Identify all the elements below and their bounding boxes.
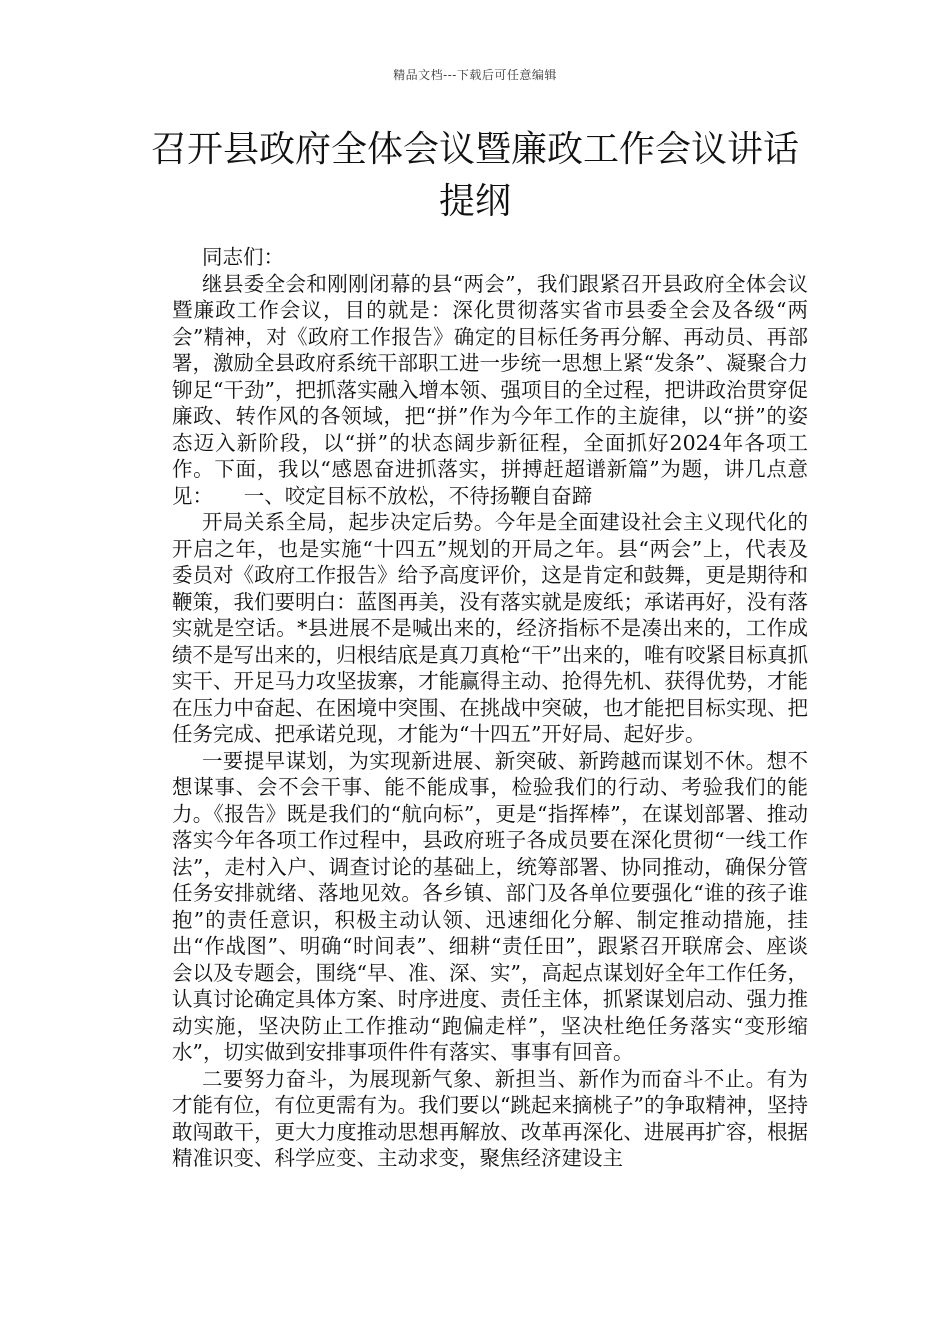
title-line-1: 召开县政府全体会议暨廉政工作会议讲话: [150, 129, 799, 170]
paragraph-2: 开局关系全局，起步决定后势。今年是全面建设社会主义现代化的开启之年，也是实施“十四五”规划的开局之年。县“两会”上，代表及委员对《政府工作报告》给予高度评价，这是肯定和鼓舞，更是期待和鞭策，我们要明白：蓝图再美，没有落实就是废纸；承诺再好，没有落实就是空话。*县进展不是喊出来的，经济指标不是凑出来的，工作成绩不是写出来的，归根结底是真刀真枪“干”出来的，唯有咬紧目标真抓实干、开足马力攻坚拔寨，才能赢得主动、抢得先机、获得优势，才能在压力中奋起、在困境中突围、在挑战中突破，也才能把目标实现、把任务完成、把承诺兑现，才能为“十四五”开好局、起好步。: [172, 510, 808, 746]
document-title: [140, 124, 810, 228]
paragraph-1: 继县委全会和刚刚闭幕的县“两会”，我们跟紧召开县政府全体会议暨廉政工作会议，目的就是：深化贯彻落实省市县委全会及各级“两会”精神，对《政府工作报告》确定的目标任务再分解、再动员、再部署，激励全县政府系统干部职工进一步统一思想上紧“发条”、凝聚合力铆足“干劲”，把抓落实融入增本领、强项目的全过程，把讲政治贯穿促廉政、转作风的各领域，把“拼”作为今年工作的主旋律，以“拼”的姿态迈入新阶段，以“拼”的状态阔步新征程，全面抓好2024年各项工作。下面，我以“感恩奋进抓落实，拼搏赶超谱新篇”为题，讲几点意见： 一、咬定目标不放松，不待扬鞭自奋蹄: [172, 271, 808, 508]
header-note: 精品文档---下载后可任意编辑: [393, 68, 557, 82]
paragraph-3: 一要提早谋划，为实现新进展、新突破、新跨越而谋划不休。想不想谋事、会不会干事、能不能成事，检验我们的行动、考验我们的能力。《报告》既是我们的“航向标”，更是“指挥棒”，在谋划部署、推动落实今年各项工作过程中，县政府班子各成员要在深化贯彻“一线工作法”，走村入户、调查讨论的基础上，统筹部署、协同推动，确保分管任务安排就绪、落地见效。各乡镇、部门及各单位要强化“谁的孩子谁抱”的责任意识，积极主动认领、迅速细化分解、制定推动措施，挂出“作战图”、明确“时间表”、细耕“责任田”，跟紧召开联席会、座谈会以及专题会，围绕“早、准、深、实”，高起点谋划好全年工作任务，认真讨论确定具体方案、时序进度、责任主体，抓紧谋划启动、强力推动实施，坚决防止工作推动“跑偏走样”，坚决杜绝任务落实“变形缩水”，切实做到安排事项件件有落实、事事有回音。: [172, 748, 808, 1064]
title-line-2: 提纲: [438, 181, 511, 222]
salutation: 同志们：: [202, 245, 284, 269]
document-body: [172, 244, 808, 1172]
paragraph-4: 二要努力奋斗，为展现新气象、新担当、新作为而奋斗不止。有为才能有位，有位更需有为。我们要以“跳起来摘桃子”的争取精神，坚持敢闯敢干，更大力度推动思想再解放、改革再深化、进展再扩容，根据精准识变、科学应变、主动求变，聚焦经济建设主: [172, 1066, 808, 1170]
